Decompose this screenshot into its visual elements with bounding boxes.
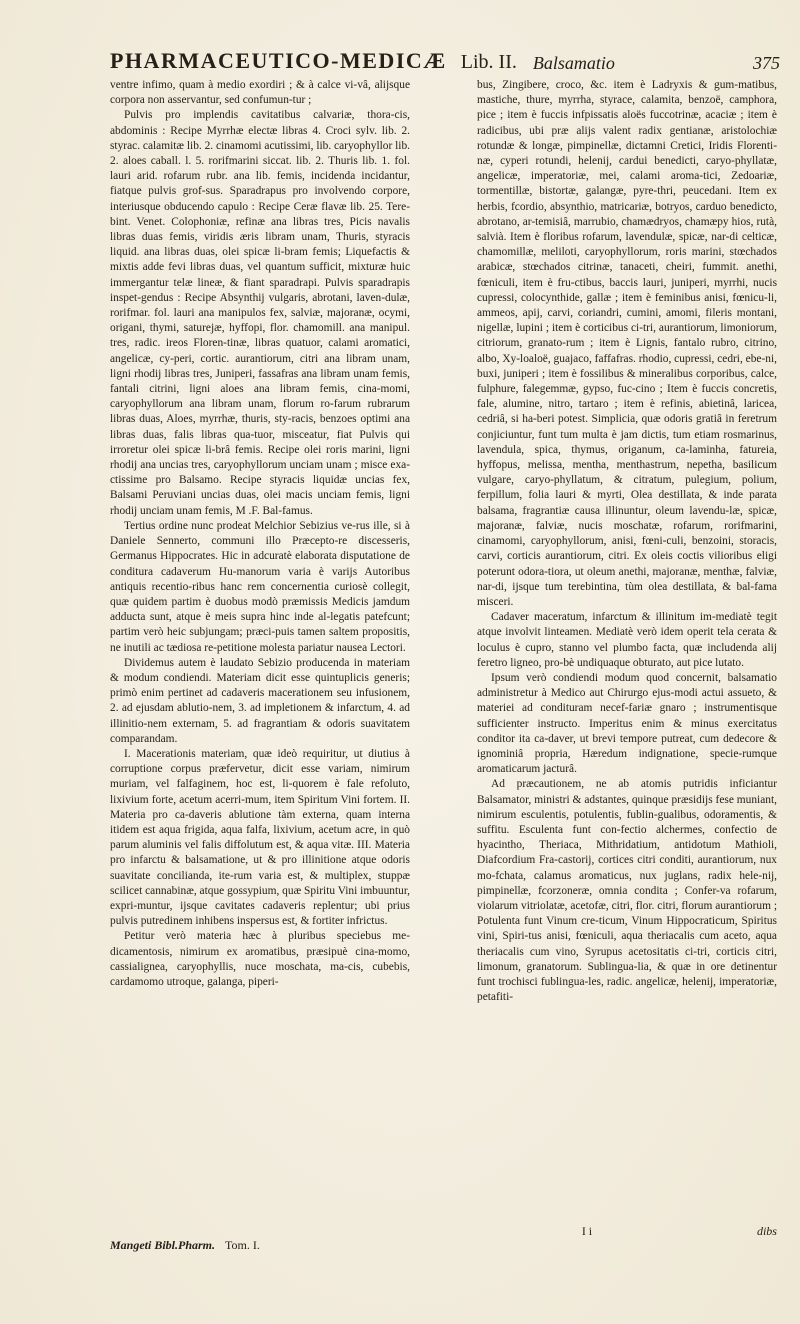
running-title: PHARMACEUTICO-MEDICÆ	[110, 48, 447, 73]
section-title: Balsamatio	[532, 53, 615, 73]
paragraph: Ipsum verò condiendi modum quod concernit, balsamatio administretur à Medico aut Chirurgo ejus-modi actui assueto, & materiei ad condituram necef-fariæ gnaro ; instrumentisque sufficienter instructo. Imperitus enim & minus exercitatus conditor ita ca-daver, ut brevi tempore putreat, cum dedecore & ignominiâ propria, Hæredum indignatione, specie-rumque aromaticarum jacturâ.	[477, 671, 777, 776]
left-footer	[110, 1238, 780, 1253]
left-column	[110, 78, 410, 990]
paragraph: Pulvis pro implendis cavitatibus calvariæ, thora-cis, abdominis : Recipe Myrrhæ electæ libras 4. Croci sylv. lib. 2. styrac. calamitæ lib. 2. cinamomi acutissimi, lib. caryophyllor lib. 2. aloes caball. l. 5. rorifmarini siccat. lib. 2. Thuris lib. 1. fol. lauri arid. rofarum rubr. ana lib. femis, incidenda incidantur, fiatque pulvis grof-sus. Sparadrapus pro involvendo corpore, interiusque obducendo capulo : Recipe Ceræ flavæ lib. 25. Tere-bint. Venet. Colophoniæ, refinæ ana libras tres, Picis navalis libras duas femis, viridis æris libram unam, Thuris, styracis liquid. ana libras duas, olei spicæ li-bram femis; Liquefactis & mixtis adde fevi libras duas, vel quantum sufficit, mixturæ huic immergantur telæ lineæ, & fiant sparadrapi. Pulvis sparadrapis inspet-gendus : Recipe Absynthij vulgaris, abrotani, laven-dulæ, rorifmar. fol. lauri ana manipulos fex, salviæ, majoranæ, ocymi, origani, thymi, saturejæ, hyffopi, flor. chamomill. ana manipul. tres, radic. ireos Floren-tinæ, libras quatuor, calami aromatici, angelicæ, cy-peri, cortic. aurantiorum, citri ana libram unam, ligni rhodij libras tres, Juniperi, fassafras ana libram unam femis, fantali citrini, ligni aloes ana libram femis, cina-momi, caryophyllorum ana libram unam, florum ro-farum rubrarum libras duas, Aloes, myrrhæ, thuris, sty-racis, benzoes optimi ana libras duas, falis libras qua-tuor, misceatur, fiat Pulvis qui irroretur olei spicæ li-brâ femis. Recipe olei roris marini, ligni rhodij ana uncias tres, caryophyllorum unciam unam ; misce exa-ctissime pro Balsamo. Recipe styracis liquidæ uncias fex, Balsami Peruviani uncias duas, olei macis unciam femis, ligni rhodij unciam unam femis, M .F. Bal-famus.	[110, 109, 410, 517]
paragraph: Petitur verò materia hæc à pluribus speciebus me-dicamentosis, nimirum ex aromatibus, præsipuè cina-momo, cassialignea, caryophyllis, nuce moschata, ma-cis, cubebis, cardamomo utroque, galanga, piperi-	[110, 930, 410, 988]
paragraph: Dividemus autem è laudato Sebizio producenda in materiam & modum condiendi. Materiam dicit esse quintuplicis generis; primò enim pertinet ad cadaveris macerationem seu infusionem, 2. ad ejusdam ablutio-nem, 3. ad impletionem & infarctum, 4. ad illinitio-nem externam, 5. ad fragrantiam & odoris suavitatem comparandam.	[110, 656, 410, 745]
signature-mark: I i	[581, 1224, 593, 1238]
signature-line: Mangeti Bibl.Pharm.	[110, 1238, 216, 1252]
running-header	[110, 40, 780, 74]
page-number: 375	[753, 53, 780, 73]
right-footer	[477, 1224, 777, 1239]
paragraph: Cadaver maceratum, infarctum & illinitum im-mediatè tegit atque involvit linteamen. Mediatè verò idem operit tela cerata & loculus è cupro, stanno vel plumbo facta, quæ includenda alij feretro ligneo, pro-bè undiquaque obturato, aut pice lutato.	[477, 611, 777, 669]
paragraph: Ad præcautionem, ne ab atomis putridis inficiantur Balsamator, ministri & adstantes, quinque præsidijs fese muniant, nimirum esculentis, potulentis, fublin-gualibus, odoramentis, & suffitu. Esculenta funt con-fectio alchermes, confectio de hyacintho, Theriaca, Mithridatium, antidotum Mathioli, Diafcordium Fra-castorij, cortices citri conditi, aurantiorum, nux mo-fchata, calamus aromaticus, nux juglans, radix hele-nij, pimpinellæ, fcorzoneræ, omnia condita ; Confer-va rofarum, violarum vitriolatæ, acetofæ, citri, flor. citri, florum aurantiorum ; Potulenta funt Vinum cre-ticum, Vinum Hippocraticum, Spiritus vini, Spiri-tus anisi, fœniculi, aqua theriacalis cum aceto, aqua theriacalis cum vino, Syrupus acetositatis ci-tri, corticis citri, limonum, granatorum. Sublingua-lia, & quæ in ore detinentur funt trochisci fublingua-les, radic. angelicæ, helenij, imperatoriæ, petafiti-	[477, 778, 777, 1004]
paragraph: bus, Zingibere, croco, &c. item è Ladryxis & gum-matibus, mastiche, thure, myrrha, styrace, calamita, benzoë, camphora, pice ; item è fuccis infpissatis aloës fuccotrinæ, acaciæ ; item è radicibus, ubi præ alijs valent radix gentianæ, aristolochiæ rotundæ & longæ, pimpinellæ, dictamni Cretici, Iridis Florenti-næ, cyperi rotundi, helenij, cardui benedicti, caryo-phyllatæ, angelicæ, imperatoriæ, mei, calami aroma-tici, Zedoariæ, tormentillæ, bistortæ, galangæ, pyre-thri, peucedani. Item ex herbis, fcordio, absynthio, matricariæ, botryos, carduo benedicto, abrotano, ar-temisiâ, marrubio, chamædryos, chamæpy hios, rutà, salvià. Item è floribus rofarum, lavendulæ, spicæ, nar-di celticæ, chamomillæ, meliloti, caryophyllorum, roris marini, stœchados arabicæ, stœchados citrinæ, tanaceti, cheiri, fummit. anethi, fœniculi, item è fru-ctibus, baccis lauri, juniperi, myrrhi, nucis cupressi, colocynthide, gallæ ; item è feminibus anisi, fœnicu-li, ammeos, apij, carvi, coriandri, cumini, amomi, fileris montani, nigellæ, lupini ; item è corticibus ci-tri, aurantiorum, limoniorum, citriorum, granato-rum ; item è Lignis, fantalo rubro, citrino, albo, Xy-loaloë, guajaco, faffafras. rhodio, cupressi, cedri, ebe-ni, buxi, juniperi ; item è fossilibus & mineralibus corporibus, calce, fulphure, falegemmæ, gypso, fuc-cino ; Item è fuccis concretis, fale, alumine, nitro, tartaro ; item è refinis, abietinâ, laricea, cedriâ, si ha-beri potest. Simplicia, quæ odoris gratiâ in feretrum conjiciuntur, funt tum multa è jam dictis, tum etiam rosmarinus, lavendula, spica, thymus, origanum, ca-laminha, fatureia, hyffopus, melissa, mentha, menthastrum, nepetha, basilicum vulgare, caryo-phyllatum, & citratum, pulegium, polium, ferpillum, folia lauri & myrti, Olea destillata, & inde parata balsama, fragrantiæ causa illinuntur, oleum lavendu-læ, spicæ, majoranæ, falviæ, nucis moschatæ, rofarum, rorifmarini, cinamomi, caryophyllorum, anisi, fœni-culi, benzoini, storacis, carvi, corticis aurantiorum, citri. Ex oleis coctis vilioribus eligi poterunt odora-tiora, ut oleum anethi, majoranæ, menthæ, falviæ, nar-di, ijsque tum terebintina, tùm olea destillata, & bal-fama misceri.	[477, 79, 777, 608]
tome-label: Tom. I.	[225, 1238, 260, 1252]
catchword: dibs	[756, 1224, 777, 1238]
right-column	[477, 78, 777, 1005]
paragraph: Tertius ordine nunc prodeat Melchior Sebizius ve-rus ille, si à Daniele Sennerto, communi illo Præcepto-re discesseris, Germanus Hippocrates. Hic in adcuratè elaborata disputatione de conditura cadaverum Hu-manorum varia è varijs Autoribus antiquis recentio-ribus hanc rem concernentia curiosè collegit, quæ quidem partim è duobus modò præmissis Medicis jamdum adducta sunt, atque è meis supra hinc inde al-legatis patefcunt; partim verò heic subjungam; præci-puis tamen saltem propositis, ne inutili ac tædiosa re-petitione molesta pariatur nausea Lectori.	[110, 519, 410, 654]
book-number: Lib. II.	[460, 51, 517, 73]
paragraph: I. Macerationis materiam, quæ ideò requiritur, ut diutius à corruptione corpus præfervetur, dicit esse variam, nimirum muriam, vel falfaginem, hoc est, li-quorem è fale refoluto, lixivium forte, acetum acerri-mum, item Spiritum Vini fortem. II. Materia pro ca-daveris ablutione tàm externa, quam interna itidem est aqua frigida, aqua falfa, lixivium, acetum acre, in quò parum aluminis vel falis diffolutum est, & aqua vitæ. III. Materia pro infarctu & balsamatione, ut & pro illinitione atque odoris suavitate concilianda, ite-rum varia est, & multiplex, stuppæ scilicet cannabinæ, atque gossypium, quæ Spiritu Vini imbuuntur, expri-muntur, ijsque cavitates cadaveris replentur; ubi prius pulvis putredinem inhibens inspersus est, & fortiter infrictus.	[110, 747, 410, 928]
paragraph: ventre infimo, quam à medio exordiri ; & à calce vi-vâ, alijsque corpora non asservantur, sed confumun-tur ;	[110, 79, 410, 107]
